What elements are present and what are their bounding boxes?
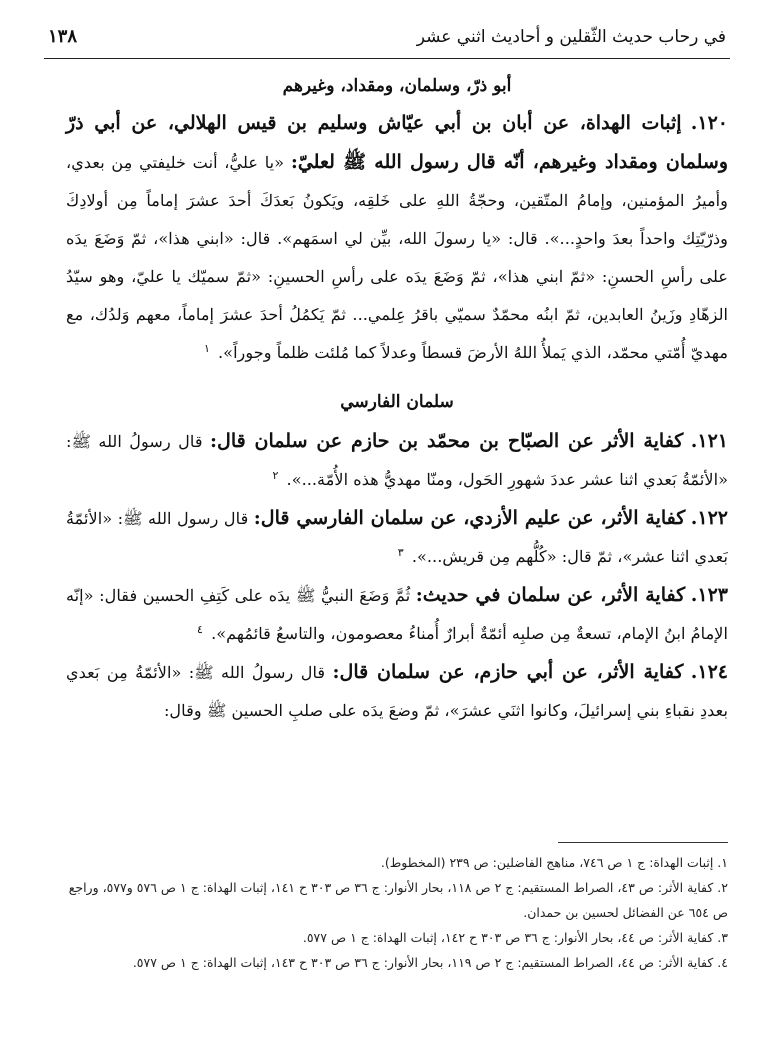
footnote-ref[interactable]: ١: [203, 341, 210, 355]
hadith-number: ١٢١.: [690, 430, 729, 452]
hadith-text: «يا عليُّ، أنت خليفتي مِن بعدي، وأميرُ المؤمنين، وإمامُ المتّقين، وحجّةُ اللهِ على خَلقِه، ويَكونُ بَعدَكَ أحدَ عشرَ إماماً مِن أولادِكَ وذرّيّتِك واحداً بعدَ واحدٍ...». قال: «يا رسولَ الله، بيِّن لي اسمَهم». قال: «ابني هذا»، ثمّ وَضَعَ يدَه على رأسِ الحسنِ: «ثمّ ابني هذا»، ثمّ وَضَعَ يدَه على رأسِ الحسينِ: «ثمّ سميّك يا عليّ، وهو سيّدُ الزهّادِ وزَينُ العابدين، ثمّ ابنُه محمّدٌ سميّي باقرُ عِلمي... ثمّ يَكمُلُ أحدَ عشرَ إماماً، معهم وَلدُك، مع مهديّ أُمّتي محمّد، الذي يَملأُ اللهُ الأرضَ قسطاً وعدلاً كما مُلئت ظلماً وجوراً».: [66, 153, 728, 362]
hadith-entry: [66, 653, 728, 730]
footnote-ref[interactable]: ٤: [196, 622, 203, 636]
footnote-ref[interactable]: ٢: [272, 468, 279, 482]
main-text: [66, 72, 728, 730]
hadith-entry: [66, 104, 728, 372]
footnote-item: ٣. كفاية الأثر: ص ٤٤، بحار الأنوار: ج ٣٦ ص ٣٠٣ ح ١٤٢، إثبات الهداة: ج ١ ص ٥٧٧.: [302, 930, 728, 945]
hadith-entry: [66, 499, 728, 576]
hadith-number: ١٢٠.: [690, 112, 729, 134]
hadith-source: كفاية الأثر، عن أبي حازم، عن سلمان قال:: [332, 661, 684, 683]
footnotes: [66, 850, 728, 975]
section-title: سلمان الفارسي: [340, 392, 454, 412]
footnote-item: ٢. كفاية الأثر: ص ٤٣، الصراط المستقيم: ج ٢ ص ١١٨، بحار الأنوار: ج ٣٦ ص ٣٠٣ ح ١٤١، إثبات الهداة: ج ١ ص ٥٧٦ و٥٧٧، وراجع ص ٦٥٤ عن الفضائل لحسين بن حمدان.: [68, 880, 728, 920]
hadith-source: إثبات الهداة، عن أبان بن أبي عيّاش وسليم بن قيس الهلالي، عن أبي ذرّ وسلمان ومقداد وغيرهم، أنّه قال رسول الله ﷺ لعليّ:: [66, 112, 728, 173]
hadith-text: ثُمَّ وَضَعَ النبيُّ ﷺ يدَه على كَتِفِ الحسين فقال: «إنّه الإمامُ ابنُ الإمام، تسعةٌ مِن صلبِه أئمّةٌ أبرارٌ أُمناءُ معصومون، والتاسعُ قائمُهم».: [66, 586, 728, 643]
section-title: أبو ذرّ، وسلمان، ومقداد، وغيرهم: [282, 76, 512, 96]
hadith-number: ١٢٤.: [690, 661, 729, 683]
footnote-item: ٤. كفاية الأثر: ص ٤٤، الصراط المستقيم: ج ٢ ص ١١٩، بحار الأنوار: ج ٣٦ ص ٣٠٣ ح ١٤٣، إثبات الهداة: ج ١ ص ٥٧٧.: [132, 955, 728, 970]
hadith-source: كفاية الأثر، عن سلمان في حديث:: [415, 584, 686, 606]
hadith-source: كفاية الأثر، عن عليم الأزدي، عن سلمان الفارسي قال:: [253, 507, 686, 529]
hadith-entry: [66, 422, 728, 499]
hadith-entry: [66, 576, 728, 653]
footnote-ref[interactable]: ٣: [397, 545, 404, 559]
running-title: في رحاب حديث الثّقلين و أحاديث اثني عشر: [416, 27, 726, 47]
page-header: [44, 22, 730, 59]
footnote-item: ١. إثبات الهداة: ج ١ ص ٧٤٦، مناهج الفاضلين: ص ٢٣٩ (المخطوط).: [380, 855, 728, 870]
hadith-text: قال رسول الله ﷺ: «الأئمّةُ بَعدي اثنا عشر»، ثمّ قال: «كُلُّهم مِن قريش...».: [66, 509, 728, 566]
hadith-text: قال رسولُ الله ﷺ: «الأئمّةُ بَعدي اثنا عشر عددَ شهورِ الحَول، ومنّا مهديُّ هذه الأُمّة...».: [66, 432, 728, 489]
hadith-source: كفاية الأثر عن الصبّاح بن محمّد بن حازم عن سلمان قال:: [210, 430, 684, 452]
hadith-number: ١٢٣.: [690, 584, 728, 606]
hadith-number: ١٢٢.: [690, 507, 728, 529]
footnote-divider: [558, 842, 728, 843]
hadith-text: قال رسولُ الله ﷺ: «الأئمّةُ مِن بَعدي بعددِ نقباءِ بني إسرائيلَ، وكانوا اثنَي عشرَ»، ثمّ وضعَ يدَه على صلبِ الحسين ﷺ وقال:: [66, 663, 728, 720]
page-number: ١٣٨: [48, 26, 78, 47]
